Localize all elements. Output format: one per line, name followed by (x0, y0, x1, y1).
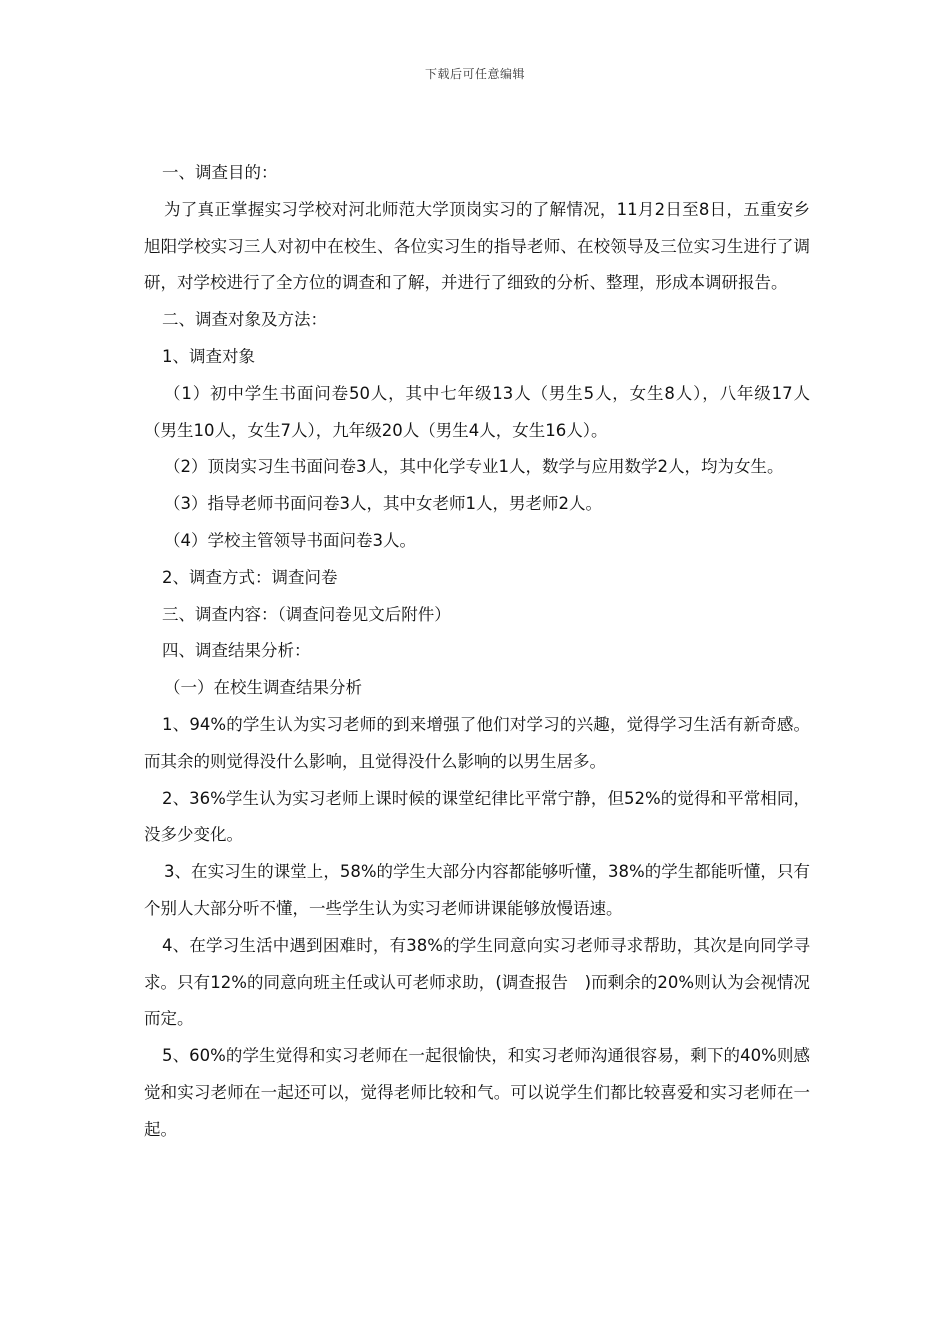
section-heading-purpose: 一、调查目的： (162, 163, 278, 182)
section-heading-subjects-methods: 二、调查对象及方法： (162, 310, 327, 330)
subsection-student-analysis: （一）在校生调查结果分析 (164, 678, 362, 698)
subsection-subjects: 1、调查对象 (162, 346, 255, 366)
result-item-1: 1、94%的学生认为实习老师的到来增强了他们对学习的兴趣，觉得学习生活有新奇感。而其余的则觉得没什么影响，且觉得没什么影响的以男生居多。 (144, 714, 810, 771)
section-heading-content: 三、调查内容：（调查问卷见文后附件） (162, 604, 451, 624)
document-body (144, 155, 810, 1149)
subject-item-interns: （2）顶岗实习生书面问卷3人，其中化学专业1人，数学与应用数学2人，均为女生。 (164, 457, 784, 477)
paragraph-purpose: 为了真正掌握实习学校对河北师范大学顶岗实习的了解情况，11月2日至8日，五重安乡旭阳学校实习三人对初中在校生、各位实习生的指导老师、在校领导及三位实习生进行了调研，对学校进行了全方位的调查和了解，并进行了细致的分析、整理，形成本调研报告。 (144, 199, 810, 293)
subsection-method: 2、调查方式：调查问卷 (162, 567, 338, 587)
subject-item-leaders: （4）学校主管领导书面问卷3人。 (164, 530, 416, 550)
result-item-2: 2、36%学生认为实习老师上课时候的课堂纪律比平常宁静，但52%的觉得和平常相同，没多少变化。 (144, 788, 810, 845)
subject-item-students: （1）初中学生书面问卷50人，其中七年级13人（男生5人，女生8人），八年级17人（男生10人，女生7人），九年级20人（男生4人，女生16人）。 (144, 383, 810, 440)
result-item-4: 4、在学习生活中遇到困难时，有38%的学生同意向实习老师寻求帮助，其次是向同学寻求。只有12%的同意向班主任或认可老师求助，(调查报告 )而剩余的20%则认为会视情况而定。 (144, 935, 810, 1029)
section-heading-analysis: 四、调查结果分析： (162, 641, 311, 661)
result-item-3: 3、在实习生的课堂上，58%的学生大部分内容都能够听懂，38%的学生都能听懂，只有个别人大部分听不懂，一些学生认为实习老师讲课能够放慢语速。 (144, 862, 810, 918)
page-header: 下载后可任意编辑 (424, 67, 525, 81)
result-item-5: 5、60%的学生觉得和实习老师在一起很愉快，和实习老师沟通很容易，剩下的40%则感觉和实习老师在一起还可以，觉得老师比较和气。可以说学生们都比较喜爱和实习老师在一起。 (144, 1046, 810, 1139)
subject-item-mentors: （3）指导老师书面问卷3人，其中女老师1人，男老师2人。 (164, 494, 602, 514)
